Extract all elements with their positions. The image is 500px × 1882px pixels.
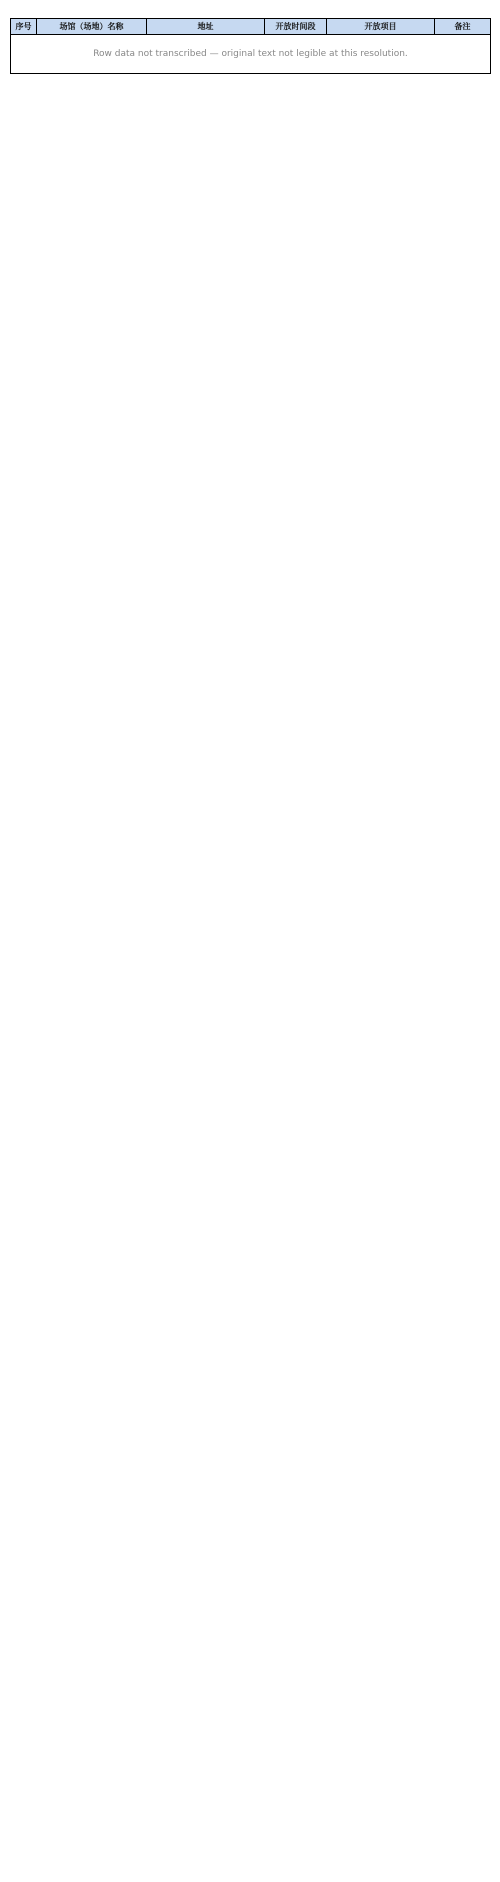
empty-state: Row data not transcribed — original text not legible at this resolution. (11, 35, 491, 74)
venue-table (10, 18, 491, 74)
table-header-row (11, 19, 491, 35)
col-header-note: 备注 (435, 19, 491, 35)
col-header-items: 开放项目 (327, 19, 435, 35)
document-page (10, 0, 490, 84)
col-header-address: 地址 (147, 19, 265, 35)
col-header-name: 场馆（场地）名称 (37, 19, 147, 35)
col-header-index: 序号 (11, 19, 37, 35)
table-body (11, 35, 491, 74)
col-header-hours: 开放时间段 (265, 19, 327, 35)
